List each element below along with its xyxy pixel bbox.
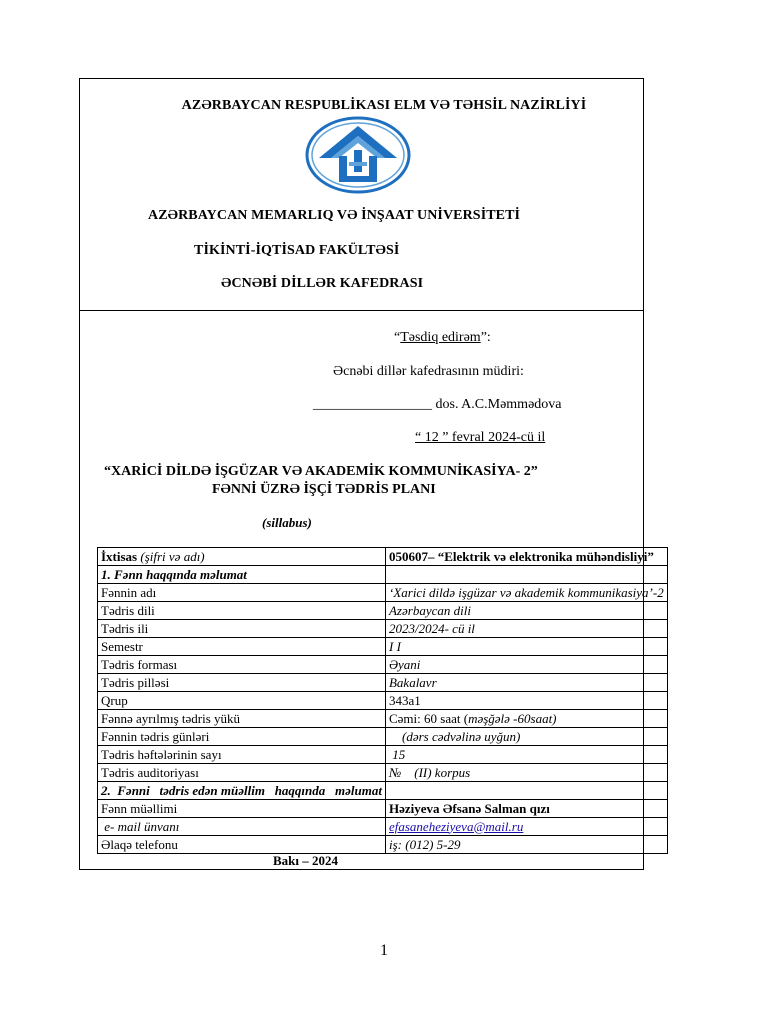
row-label: Tədris forması <box>98 656 386 674</box>
email-link[interactable]: efasaneheziyeva@mail.ru <box>388 818 524 834</box>
table-section-row <box>98 782 668 800</box>
section-heading-1-empty <box>385 566 667 584</box>
table-row <box>98 656 668 674</box>
quote-open: “ <box>394 330 401 345</box>
approval-date: “ 12 ” fevral 2024-cü il <box>415 430 546 445</box>
email-cell <box>385 818 667 836</box>
syllabus-info-table <box>97 547 668 854</box>
table-row <box>98 800 668 818</box>
phone-value: iş: (012) 5-29 <box>385 836 667 854</box>
faculty-name: TİKİNTİ-İQTİSAD FAKÜLTƏSİ <box>194 243 400 258</box>
table-section-row <box>98 566 668 584</box>
row-label: Tədris ili <box>98 620 386 638</box>
row-value: Bakalavr <box>385 674 667 692</box>
approver-position: Əcnəbi dillər kafedrasının müdiri: <box>333 364 524 379</box>
city-year: Bakı – 2024 <box>273 853 339 868</box>
phone-label: Əlaqə telefonu <box>98 836 386 854</box>
row-value: (dərs cədvəlinə uyğun) <box>385 728 667 746</box>
university-logo <box>305 116 411 194</box>
specialty-label-rest: (şifri və adı) <box>137 548 205 564</box>
row-value: 15 <box>385 746 667 764</box>
department-name: ƏCNƏBİ DİLLƏR KAFEDRASI <box>221 276 424 291</box>
table-row <box>98 710 668 728</box>
document-title-line2: FƏNNİ ÜZRƏ İŞÇİ TƏDRİS PLANI <box>212 482 436 497</box>
table-row <box>98 836 668 854</box>
ministry-name: AZƏRBAYCAN RESPUBLİKASI ELM VƏ TƏHSİL NAZİRLİYİ <box>181 98 587 113</box>
table-row <box>98 764 668 782</box>
row-value: 2023/2024- cü il <box>385 620 667 638</box>
specialty-label-bold: İxtisas <box>101 548 138 564</box>
email-label: e- mail ünvanı <box>98 818 386 836</box>
table-row <box>98 620 668 638</box>
table-row <box>98 746 668 764</box>
specialty-value: 050607– “Elektrik və elektronika mühəndisliyi” <box>385 548 667 566</box>
row-value: I I <box>385 638 667 656</box>
table-row <box>98 818 668 836</box>
document-title-line1: “XARİCİ DİLDƏ İŞGÜZAR VƏ AKADEMİK KOMMUNİKASİYA- 2” <box>104 464 538 479</box>
row-value: № (II) korpus <box>385 764 667 782</box>
workload-total: Cəmi: 60 saat ( <box>388 710 469 726</box>
approval-label: Təsdiq edirəm <box>400 330 481 345</box>
table-row <box>98 728 668 746</box>
row-label: Semestr <box>98 638 386 656</box>
row-value <box>385 710 667 728</box>
section-heading-2: 2. Fənni tədris edən müəllim haqqında məlumat <box>98 782 386 800</box>
header-divider <box>79 310 644 311</box>
section-heading-2-empty <box>385 782 667 800</box>
table-row <box>98 584 668 602</box>
row-value: ‘Xarici dildə işgüzar və akademik kommunikasiya’-2 <box>385 584 667 602</box>
teacher-label: Fənn müəllimi <box>98 800 386 818</box>
table-row <box>98 638 668 656</box>
page-number: 1 <box>380 942 388 959</box>
approval-heading <box>394 330 491 346</box>
row-label: Fənnə ayrılmış tədris yükü <box>98 710 386 728</box>
teacher-name: Həziyeva Əfsanə Salman qızı <box>385 800 667 818</box>
table-row <box>98 674 668 692</box>
table-row <box>98 548 668 566</box>
table-row <box>98 692 668 710</box>
workload-detail: məşğələ -60saat) <box>468 710 557 726</box>
specialty-label <box>98 548 386 566</box>
row-label: Tədris auditoriyası <box>98 764 386 782</box>
row-label: Tədris pilləsi <box>98 674 386 692</box>
table-row <box>98 602 668 620</box>
row-value: Əyani <box>385 656 667 674</box>
document-subtitle: (sillabus) <box>262 515 312 530</box>
row-label: Tədris həftələrinin sayı <box>98 746 386 764</box>
section-heading-1: 1. Fənn haqqında məlumat <box>98 566 386 584</box>
row-label: Fənnin tədris günləri <box>98 728 386 746</box>
row-label: Qrup <box>98 692 386 710</box>
signature-line: _________________ dos. A.C.Məmmədova <box>313 397 562 412</box>
row-value: 343a1 <box>385 692 667 710</box>
row-value: Azərbaycan dili <box>385 602 667 620</box>
university-name: AZƏRBAYCAN MEMARLIQ VƏ İNŞAAT UNİVERSİTETİ <box>148 208 521 223</box>
quote-close: ”: <box>480 330 491 345</box>
row-label: Tədris dili <box>98 602 386 620</box>
row-label: Fənnin adı <box>98 584 386 602</box>
